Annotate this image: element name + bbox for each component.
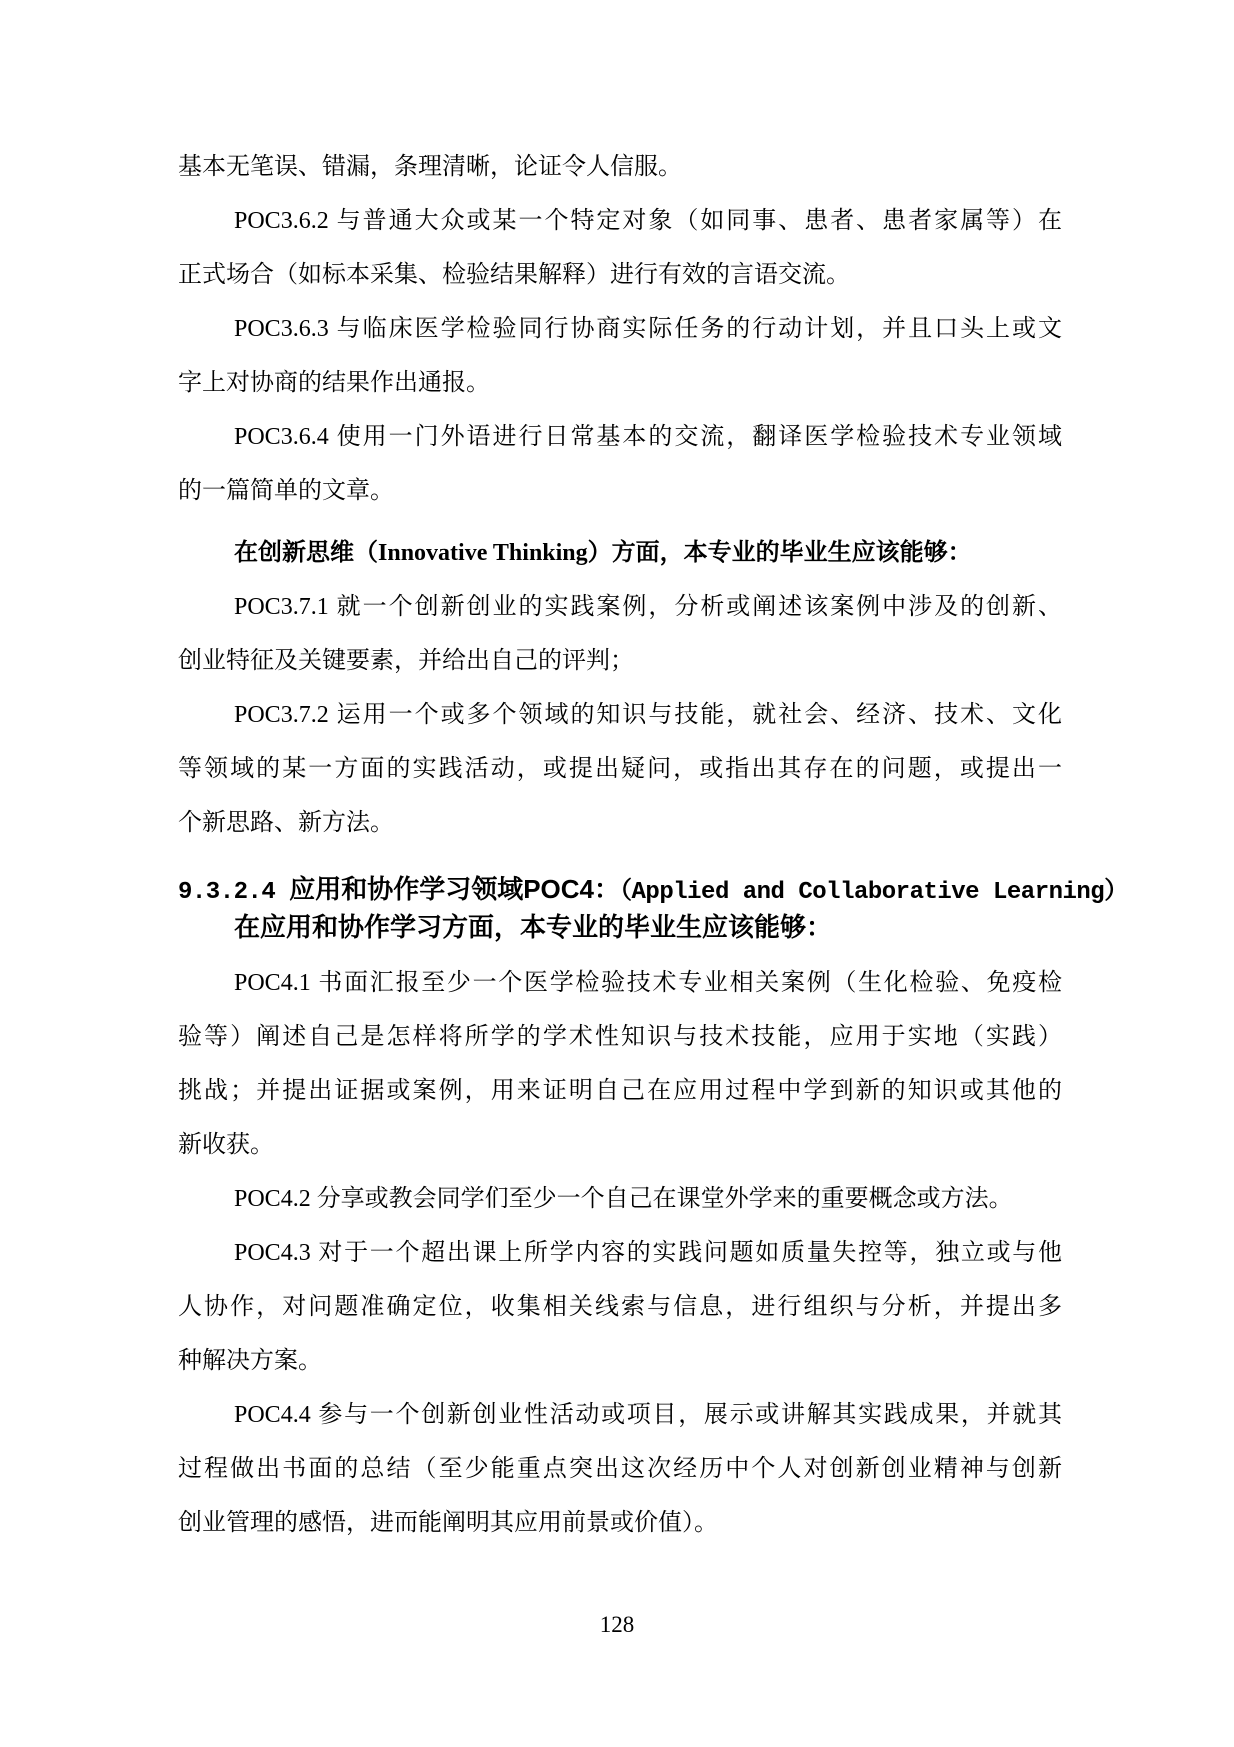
- text-line: 基本无笔误、错漏，条理清晰，论证令人信服。: [178, 154, 682, 180]
- heading-segment: 在应用和协作学习方面，本专业的毕业生应该能够：: [234, 912, 833, 942]
- text-line: 等领域的某一方面的实践活动，或提出疑问，或指出其存在的问题，或提出一: [178, 756, 1062, 782]
- paragraph: [178, 1172, 1062, 1226]
- text-line: [178, 526, 1062, 580]
- text-line: 新收获。: [178, 1132, 274, 1158]
- paragraph: [178, 140, 1062, 194]
- paragraph: [178, 302, 1062, 410]
- text-line: POC4.1 书面汇报至少一个医学检验技术专业相关案例（生化检验、免疫检: [234, 970, 1062, 996]
- text-line: 种解决方案。: [178, 1348, 322, 1374]
- paragraph: [178, 1388, 1062, 1550]
- text-line: POC3.6.2 与普通大众或某一个特定对象（如同事、患者、患者家属等）在: [234, 208, 1062, 234]
- heading-segment: （Applied and Collaborative Learning）: [620, 879, 1128, 906]
- text-line: POC4.3 对于一个超出课上所学内容的实践问题如质量失控等，独立或与他: [234, 1240, 1062, 1266]
- text-line: 正式场合（如标本采集、检验结果解释）进行有效的言语交流。: [178, 262, 850, 288]
- section-heading: [178, 870, 1128, 946]
- paragraph: [178, 194, 1062, 302]
- paragraph: [178, 688, 1062, 850]
- text-line: 创业管理的感悟，进而能阐明其应用前景或价值）。: [178, 1510, 718, 1536]
- paragraph: [178, 580, 1062, 688]
- text-line: 个新思路、新方法。: [178, 810, 394, 836]
- text-line: POC3.7.2 运用一个或多个领域的知识与技能，就社会、经济、技术、文化: [234, 702, 1062, 728]
- heading-segment: Innovative Thinking: [378, 540, 588, 566]
- text-line: POC3.6.4 使用一门外语进行日常基本的交流，翻译医学检验技术专业领域: [234, 424, 1062, 450]
- text-line: 创业特征及关键要素，并给出自己的评判；: [178, 648, 634, 674]
- text-line: POC4.4 参与一个创新创业性活动或项目，展示或讲解其实践成果，并就其: [234, 1402, 1062, 1428]
- paragraph: [178, 410, 1062, 518]
- page-number: 128: [599, 1612, 635, 1637]
- text-line: 的一篇简单的文章。: [178, 478, 394, 504]
- text-line: POC4.2 分享或教会同学们至少一个自己在课堂外学来的重要概念或方法。: [234, 1186, 1013, 1212]
- paragraph: [178, 956, 1062, 1172]
- text-line: 人协作，对问题准确定位，收集相关线索与信息，进行组织与分析，并提出多: [178, 1294, 1062, 1320]
- text-content: [178, 140, 1128, 1550]
- text-line: 验等）阐述自己是怎样将所学的学术性知识与技术技能，应用于实地（实践）: [178, 1024, 1062, 1050]
- heading-segment: 9.3.2.4: [178, 879, 290, 906]
- heading-segment: ）方面，本专业的毕业生应该能够：: [587, 539, 972, 566]
- heading-segment: 应用和协作学习领域POC4：: [289, 874, 621, 904]
- text-line: 过程做出书面的总结（至少能重点突出这次经历中个人对创新创业精神与创新: [178, 1456, 1062, 1482]
- emphasis: [178, 526, 1062, 580]
- heading-segment: 在创新思维（: [234, 539, 378, 566]
- paragraph: [178, 1226, 1062, 1388]
- text-line: POC3.6.3 与临床医学检验同行协商实际任务的行动计划，并且口头上或文: [234, 316, 1062, 342]
- text-line: POC3.7.1 就一个创新创业的实践案例，分析或阐述该案例中涉及的创新、: [234, 594, 1062, 620]
- text-line: [178, 908, 1062, 946]
- text-line: [178, 870, 1128, 908]
- text-line: 挑战；并提出证据或案例，用来证明自己在应用过程中学到新的知识或其他的: [178, 1078, 1062, 1104]
- text-line: 字上对协商的结果作出通报。: [178, 370, 490, 396]
